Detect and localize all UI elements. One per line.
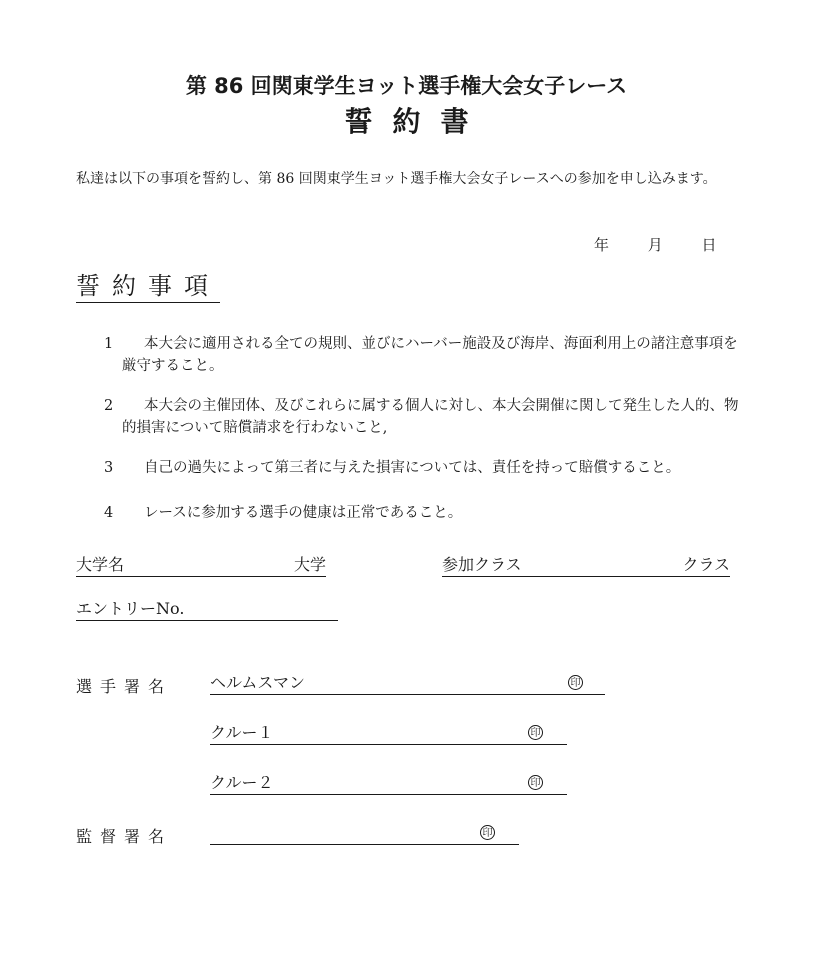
university-label: 大学名 — [76, 555, 125, 574]
crew2-label: クルー２ — [210, 773, 274, 792]
pledge-item-text: 自己の過失によって第三者に与えた損害については、責任を持って賠償すること。 — [144, 460, 681, 476]
seal-mark: 印 — [568, 675, 583, 690]
pledge-item-text: レースに参加する選手の健康は正常であること。 — [144, 505, 463, 521]
seal-mark: 印 — [528, 775, 543, 790]
pledge-item-number: 3 — [104, 460, 114, 476]
pledge-item-number: 1 — [104, 336, 114, 352]
seal-mark: 印 — [528, 725, 543, 740]
university-field[interactable] — [76, 554, 326, 577]
entry-number-label: エントリーNo. — [76, 599, 185, 618]
coach-signature-label: 監督署名 — [76, 827, 173, 846]
class-label: 参加クラス — [442, 555, 522, 574]
pledge-item-number: 2 — [104, 398, 114, 414]
pledge-item-2 — [104, 395, 744, 439]
pledge-item-text: 本大会の主催団体、及びこれらに属する個人に対し、本大会開催に関して発生した人的、物的損害について賠償請求を行わないこと, — [122, 398, 739, 436]
helmsman-label: ヘルムスマン — [210, 673, 306, 692]
pledge-item-1 — [104, 333, 744, 377]
crew1-label: クルー１ — [210, 723, 274, 742]
pledge-heading: 誓約事項 — [76, 270, 220, 303]
intro-paragraph: 私達は以下の事項を誓約し、第 86 回関東学生ヨット選手権大会女子レースへの参加を申し込みます。 — [76, 171, 717, 187]
helmsman-signature-field[interactable] — [210, 672, 605, 695]
date-line: 年 月 日 — [594, 236, 717, 254]
class-field[interactable] — [442, 554, 730, 577]
pledge-item-number: 4 — [104, 505, 114, 521]
seal-mark: 印 — [480, 825, 495, 840]
crew1-signature-field[interactable] — [210, 722, 567, 745]
university-suffix: 大学 — [293, 555, 326, 574]
event-title: 第 86 回関東学生ヨット選手権大会女子レース — [185, 74, 628, 98]
athlete-signature-label: 選手署名 — [76, 677, 173, 696]
entry-number-field[interactable] — [76, 598, 338, 621]
coach-signature-field[interactable] — [210, 822, 519, 845]
pledge-item-text: 本大会に適用される全ての規則、並びにハーバー施設及び海岸、海面利用上の諸注意事項を厳守すること。 — [122, 336, 738, 374]
class-suffix: クラス — [682, 555, 730, 574]
document-title: 誓約書 — [344, 105, 489, 138]
pledge-item-3 — [104, 457, 744, 479]
pledge-item-4 — [104, 502, 744, 524]
crew2-signature-field[interactable] — [210, 772, 567, 795]
